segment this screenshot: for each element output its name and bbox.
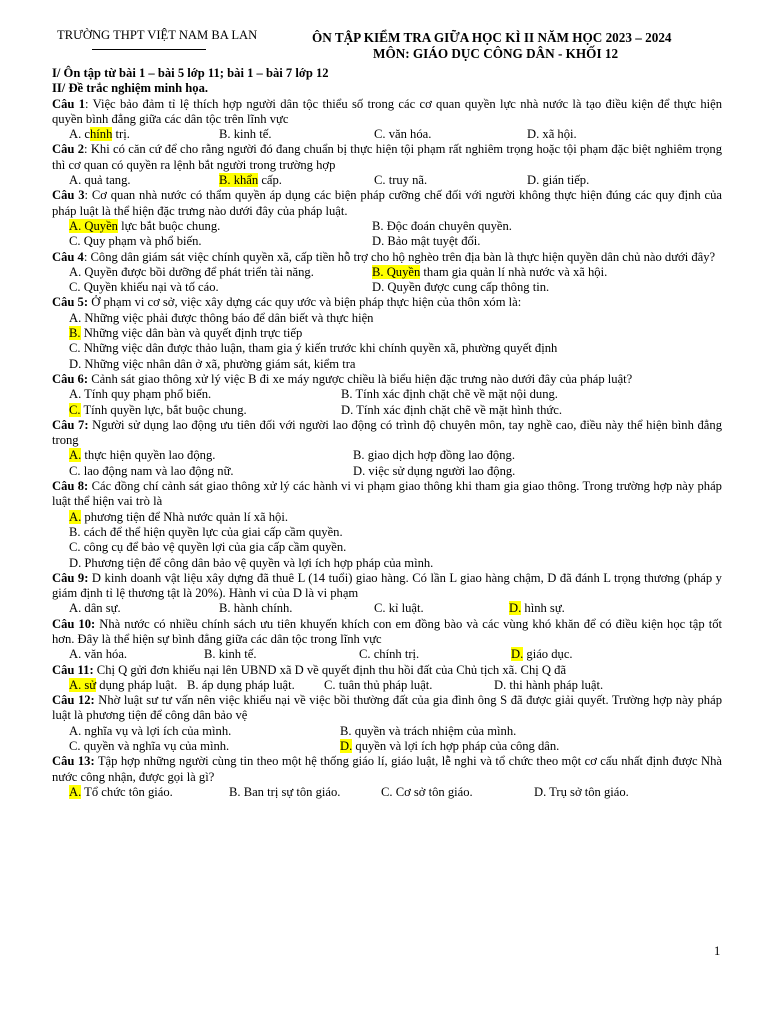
answer-option[interactable]: [69, 341, 557, 356]
options-row: [69, 311, 722, 326]
option-text-rest: Những việc dân bàn và quyết định trực tiếp: [80, 326, 303, 341]
option-text: D. Quyền được cung cấp thông tin.: [372, 280, 550, 295]
question-block: [52, 188, 722, 249]
answer-option[interactable]: [229, 785, 340, 800]
option-text: D. Tính xác định chặt chẽ về mặt hình thức.: [341, 402, 562, 417]
question-label: Câu 9:: [52, 570, 89, 585]
option-text: D. Phương tiện để công dân bảo vệ quyền và lợi ích hợp pháp của mình.: [69, 555, 434, 570]
option-text: C. Quyền khiếu nại và tố cáo.: [69, 280, 219, 295]
answer-option[interactable]: [353, 448, 515, 463]
options-row: [69, 556, 722, 571]
answer-option[interactable]: [372, 280, 549, 295]
option-text: B. áp dụng pháp luật.: [187, 677, 295, 692]
option-text: B. kinh tế.: [204, 647, 257, 662]
question-text: Các đồng chí cảnh sát giao thông xử lý các hành vi vi phạm giao thông khi tham gia giao thông. Trong trường hợp này pháp luật thể hiện vai trò là: [52, 479, 722, 509]
answer-option[interactable]: [372, 265, 607, 280]
option-text: B. giao dịch hợp đồng lao động.: [353, 448, 515, 463]
question-stem: [52, 250, 722, 265]
option-text: D. Bảo mật tuyệt đối.: [372, 234, 481, 249]
answer-option[interactable]: [69, 601, 121, 616]
option-text: A. Quyền được bồi dưỡng để phát triển tài năng.: [69, 264, 314, 279]
question-text: : Việc bảo đảm tỉ lệ thích hợp người dân tộc thiểu số trong các cơ quan quyền lực nhà nước là tạo điều kiện để thực hiện quyền bình đẳng giữa các dân tộc trên lĩnh vực: [52, 96, 722, 126]
section-heading-2: II/ Đề trắc nghiệm minh họa.: [52, 81, 209, 96]
answer-option[interactable]: [69, 234, 202, 249]
option-text-rest: quyền và lợi ích hợp pháp của công dân.: [352, 739, 560, 754]
answer-option[interactable]: [69, 280, 219, 295]
question-label: Câu 6:: [52, 371, 89, 386]
question-label: Câu 7:: [52, 417, 89, 432]
option-text: C. Những việc dân được thảo luận, tham gia ý kiến trước khi chính quyền xã, phường quyết định: [69, 341, 558, 356]
answer-highlight: C.: [69, 402, 81, 417]
answer-option[interactable]: [69, 739, 229, 754]
answer-option[interactable]: [219, 173, 282, 188]
option-text-rest: Tổ chức tôn giáo.: [81, 784, 173, 799]
answer-option[interactable]: [69, 326, 302, 341]
question-block: [52, 617, 722, 663]
options-row: [69, 357, 722, 372]
option-text: C. văn hóa.: [374, 127, 432, 142]
option-text: C. quyền và nghĩa vụ của mình.: [69, 739, 230, 754]
answer-option[interactable]: [494, 678, 603, 693]
option-text: C. Quy phạm và phổ biến.: [69, 234, 202, 249]
options-row: [69, 403, 722, 418]
question-text: : Cơ quan nhà nước có thẩm quyền áp dụng các biện pháp cưỡng chế đối với người không thực hiện đúng các quy định của pháp luật là thể hiện đặc trưng nào dưới đây của pháp luật.: [52, 188, 722, 218]
option-text: A. nghĩa vụ và lợi ích của mình.: [69, 723, 232, 738]
answer-option[interactable]: [69, 525, 343, 540]
option-text: C. lao động nam và lao động nữ.: [69, 463, 234, 478]
answer-option[interactable]: [204, 647, 256, 662]
options-row: [69, 678, 722, 693]
option-text: D. việc sử dụng người lao động.: [353, 463, 516, 478]
option-text: B. Tính xác định chặt chẽ về mặt nội dung.: [341, 387, 558, 402]
question-block: [52, 372, 722, 418]
answer-highlight: D.: [340, 739, 353, 754]
options-row: [69, 510, 722, 525]
answer-highlight: B. Quyền: [372, 264, 421, 279]
question-stem: [52, 617, 722, 648]
document-header: [0, 26, 768, 66]
options-row: [69, 280, 722, 295]
options-row: [69, 448, 722, 463]
options-row: [69, 173, 722, 188]
question-block: [52, 754, 722, 800]
option-text-rest: tham gia quản lí nhà nước và xã hội.: [420, 264, 608, 279]
answer-option[interactable]: [534, 785, 629, 800]
question-stem: [52, 479, 722, 510]
school-name: TRƯỜNG THPT VIỆT NAM BA LAN: [57, 28, 258, 42]
answer-option[interactable]: [69, 724, 231, 739]
option-text: C. chính trị.: [359, 647, 420, 662]
answer-option[interactable]: [324, 678, 432, 693]
answer-option[interactable]: [359, 647, 419, 662]
option-text-rest: Tính quyền lực, bắt buộc chung.: [80, 402, 247, 417]
options-row: [69, 601, 722, 616]
answer-option[interactable]: [353, 464, 515, 479]
option-text: D. gián tiếp.: [527, 173, 590, 188]
answer-option[interactable]: [69, 540, 346, 555]
answer-highlight: B. khẩn: [219, 173, 259, 188]
question-label: Câu 2: [52, 142, 85, 157]
answer-option[interactable]: [219, 127, 271, 142]
option-text: B. kinh tế.: [219, 127, 272, 142]
options-row: [69, 341, 722, 356]
question-block: [52, 250, 722, 296]
question-block: [52, 418, 722, 479]
question-label: Câu 13:: [52, 754, 95, 769]
option-text: C. Cơ sở tôn giáo.: [381, 784, 473, 799]
options-row: [69, 525, 722, 540]
answer-option[interactable]: [69, 678, 177, 693]
answer-option[interactable]: [69, 647, 127, 662]
answer-option[interactable]: [374, 173, 427, 188]
option-text: B. Độc đoán chuyên quyền.: [372, 218, 512, 233]
answer-highlight: D.: [509, 601, 522, 616]
answer-option[interactable]: [374, 601, 424, 616]
option-text-rest: giáo dục.: [523, 647, 573, 662]
answer-option[interactable]: [527, 173, 589, 188]
question-stem: [52, 693, 722, 724]
answer-option[interactable]: [69, 510, 288, 525]
options-row: [69, 219, 722, 234]
option-text: A. văn hóa.: [69, 647, 128, 662]
answer-option[interactable]: [527, 127, 577, 142]
question-label: Câu 3: [52, 188, 85, 203]
option-text-rest: trị.: [112, 127, 130, 142]
options-row: [69, 739, 722, 754]
question-label: Câu 10:: [52, 616, 96, 631]
answer-option[interactable]: [372, 234, 480, 249]
option-text-rest: cấp.: [258, 173, 282, 188]
question-stem: [52, 663, 722, 678]
question-stem: [52, 418, 722, 449]
option-text: A. quả tang.: [69, 173, 131, 188]
option-text: B. cách để thể hiện quyền lực của giai cấp cầm quyền.: [69, 524, 343, 539]
option-text: B. hành chính.: [219, 601, 293, 616]
question-block: [52, 97, 722, 143]
question-block: [52, 571, 722, 617]
section-heading-1: I/ Ôn tập từ bài 1 – bài 5 lớp 11; bài 1 – bài 7 lớp 12: [52, 66, 329, 80]
option-text-rest: phương tiện để Nhà nước quản lí xã hội.: [81, 509, 288, 524]
page-number: 1: [714, 944, 721, 958]
options-row: [69, 785, 722, 800]
question-block: [52, 295, 722, 371]
answer-option[interactable]: [69, 448, 215, 463]
option-text: B. quyền và trách nhiệm của mình.: [340, 723, 517, 738]
option-text: D. Những việc nhân dân ở xã, phường giám sát, kiểm tra: [69, 356, 356, 371]
answer-highlight: A.: [69, 448, 82, 463]
question-text: Tập hợp những người cùng tin theo một hệ thống giáo lí, giáo luật, lễ nghi và tổ chức theo một cơ cấu nhất định được Nhà nước công nhận, được gọi là gì?: [52, 754, 722, 784]
answer-option[interactable]: [219, 601, 292, 616]
question-label: Câu 8:: [52, 479, 89, 494]
answer-option[interactable]: [69, 173, 131, 188]
answer-option[interactable]: [187, 678, 295, 693]
answer-option[interactable]: [69, 311, 373, 326]
answer-highlight: A. sử: [69, 677, 97, 692]
option-text: A. Những việc phải được thông báo để dân biết và thực hiện: [69, 310, 374, 325]
question-block: [52, 693, 722, 754]
option-text: C. truy nã.: [374, 173, 428, 188]
question-block: [52, 663, 722, 694]
question-label: Câu 5:: [52, 295, 89, 310]
exam-title: ÔN TẬP KIỂM TRA GIỮA HỌC KÌ II NĂM HỌC 2023 – 2024: [312, 30, 672, 45]
options-row: [69, 540, 722, 555]
question-text: Nhờ luật sư tư vấn nên việc khiếu nại về việc bồi thường đất của gia đình ông S đã được giải quyết. Trường hợp này pháp luật là phương tiện để công dân bảo vệ: [52, 693, 722, 723]
question-stem: [52, 754, 722, 785]
subject-title: MÔN: GIÁO DỤC CÔNG DÂN - KHỐI 12: [373, 46, 619, 61]
option-text: A. c: [69, 127, 90, 142]
answer-highlight: hính: [89, 127, 113, 142]
question-text: : Công dân giám sát việc chính quyền xã, cấp tiền hỗ trợ cho hộ nghèo trên địa bàn là thực hiện quyền dân chủ nào dưới đây?: [83, 249, 716, 264]
answer-option[interactable]: [341, 387, 558, 402]
school-underline: [92, 49, 206, 50]
answer-highlight: A. Quyền: [69, 218, 118, 233]
answer-option[interactable]: [341, 403, 562, 418]
options-row: [69, 326, 722, 341]
question-stem: [52, 97, 722, 128]
option-text-rest: thực hiện quyền lao động.: [81, 448, 216, 463]
option-text-rest: dụng pháp luật.: [96, 677, 178, 692]
answer-option[interactable]: [69, 357, 355, 372]
answer-highlight: B.: [69, 326, 81, 341]
question-text: Ở phạm vi cơ sở, việc xây dựng các quy ước và biện pháp thực hiện của thôn xóm là:: [88, 295, 522, 310]
answer-option[interactable]: [69, 219, 220, 234]
options-row: [69, 234, 722, 249]
question-label: Câu 4: [52, 249, 84, 264]
options-row: [69, 464, 722, 479]
option-text: D. Trụ sở tôn giáo.: [534, 784, 629, 799]
question-text: D kinh doanh vật liệu xây dựng đã thuê L (14 tuổi) giao hàng. Có lần L giao hàng chậm, D đã đánh L trọng thương (pháp y giám định tỉ lệ thương tật là 20%). Hành vi của D là vi phạm: [52, 570, 722, 601]
answer-option[interactable]: [69, 464, 234, 479]
answer-highlight: A.: [69, 509, 82, 524]
question-text: : Khi có căn cứ để cho rằng người đó đang chuẩn bị thực hiện tội phạm rất nghiêm trọng hoặc tội phạm đặc biệt nghiêm trọng thì cơ quan có quyền ra lệnh bắt người trong trường hợp: [52, 142, 722, 172]
option-text: C. tuân thủ pháp luật.: [324, 677, 433, 692]
option-text: D. thi hành pháp luật.: [494, 677, 604, 692]
option-text-rest: lực bắt buộc chung.: [117, 218, 221, 233]
answer-option[interactable]: [511, 647, 573, 662]
answer-option[interactable]: [69, 785, 173, 800]
answer-option[interactable]: [69, 556, 433, 571]
options-row: [69, 387, 722, 402]
answer-option[interactable]: [381, 785, 473, 800]
question-text: Cảnh sát giao thông xử lý việc B đi xe máy ngược chiều là biểu hiện đặc trưng nào dưới đây của pháp luật?: [88, 371, 633, 386]
answer-option[interactable]: [509, 601, 565, 616]
answer-option[interactable]: [372, 219, 512, 234]
question-text: Người sử dụng lao động ưu tiên đối với người lao động có trình độ chuyên môn, tay nghề cao, điều này thể hiện bình đẳng trong: [52, 417, 722, 448]
answer-option[interactable]: [69, 387, 211, 402]
question-label: Câu 11:: [52, 662, 94, 677]
option-text: D. xã hội.: [527, 127, 577, 142]
option-text-rest: hình sự.: [521, 601, 565, 616]
answer-option[interactable]: [340, 724, 516, 739]
options-row: [69, 724, 722, 739]
answer-option[interactable]: [374, 127, 431, 142]
answer-option[interactable]: [69, 265, 314, 280]
answer-highlight: D.: [511, 647, 524, 662]
options-row: [69, 127, 722, 142]
option-text: C. kỉ luật.: [374, 601, 424, 616]
question-text: Nhà nước có nhiều chính sách ưu tiên khuyến khích con em đồng bào và các vùng khó khăn để có điều kiện học tập tốt hơn. Đây là thể hiện sự bình đẳng giữa các dân tộc trong lĩnh vực: [52, 616, 722, 646]
options-row: [69, 647, 722, 662]
answer-highlight: A.: [69, 784, 82, 799]
question-block: [52, 142, 722, 188]
question-label: Câu 12:: [52, 693, 95, 708]
question-list: [52, 97, 722, 801]
question-text: Chị Q gửi đơn khiếu nại lên UBND xã D về quyết định thu hồi đất của Chủ tịch xã. Chị Q đã: [93, 662, 567, 677]
option-text: C. công cụ để bảo vệ quyền lợi của gia cấp cầm quyền.: [69, 540, 347, 555]
question-stem: [52, 372, 722, 387]
option-text: A. dân sự.: [69, 601, 121, 616]
question-stem: [52, 142, 722, 173]
answer-option[interactable]: [340, 739, 559, 754]
question-label: Câu 1: [52, 96, 86, 111]
answer-option[interactable]: [69, 403, 247, 418]
question-stem: [52, 295, 722, 310]
option-text: B. Ban trị sự tôn giáo.: [229, 784, 341, 799]
question-block: [52, 479, 722, 571]
question-stem: [52, 188, 722, 219]
answer-option[interactable]: [69, 127, 130, 142]
options-row: [69, 265, 722, 280]
document-body: [52, 66, 722, 800]
question-stem: [52, 571, 722, 602]
option-text: A. Tính quy phạm phổ biến.: [69, 387, 212, 402]
